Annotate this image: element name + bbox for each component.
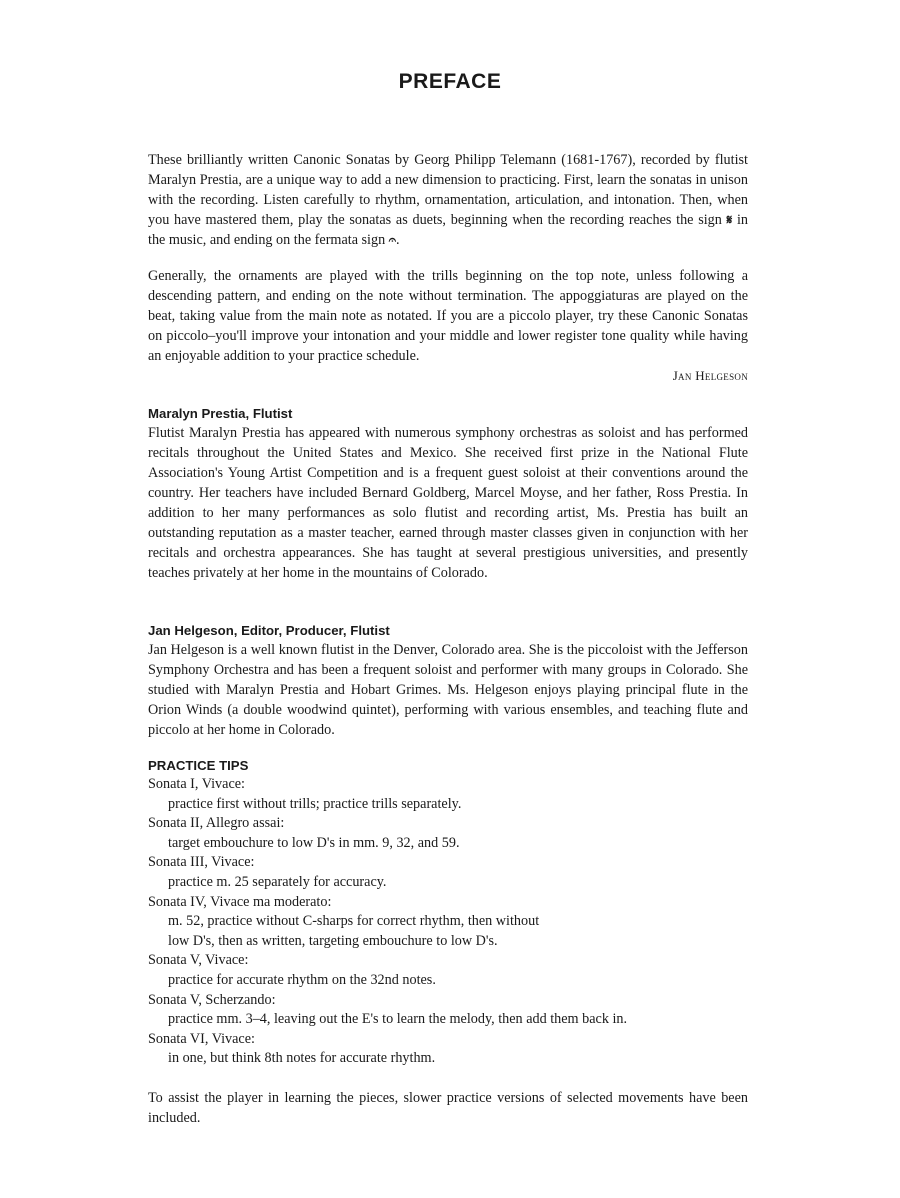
tip-item <box>148 991 748 1030</box>
fermata-icon: 𝄐 <box>388 232 396 247</box>
intro-text-start: These brilliantly written Canonic Sonatas by Georg Philipp Telemann (1681-1767), recorded by flutist Maralyn Prestia, are a unique way to add a new dimension to practicing. First, learn the sonatas in unison with the recording. Listen carefully to rhythm, ornamentation, articulation, and intonation. Then, when you have mastered them, play the sonatas as duets, beginning when the recording reaches the sign <box>148 152 748 228</box>
tip-sonata: Sonata I, Vivace: <box>148 776 245 792</box>
tip-sonata: Sonata II, Allegro assai: <box>148 815 285 832</box>
tip-sonata: Sonata IV, Vivace ma moderato: <box>148 893 332 910</box>
tip-sonata: Sonata V, Scherzando: <box>148 991 276 1008</box>
bio-section-prestia <box>148 405 748 583</box>
practice-tips-heading: PRACTICE TIPS <box>148 758 249 773</box>
segno-icon: 𝄋 <box>726 212 733 227</box>
tip-text: practice mm. 3–4, leaving out the E's to learn the melody, then add them back in. <box>168 1011 628 1028</box>
tip-text: practice m. 25 separately for accuracy. <box>168 873 387 890</box>
practice-tips-list <box>148 775 748 1069</box>
tip-item <box>148 853 748 892</box>
bio-text: Flutist Maralyn Prestia has appeared with numerous symphony orchestras as soloist and has performed recitals throughout the United States and Mexico. She received first prize in the National Flute Association's Young Artist Competition and is a frequent guest soloist at their conventions around the country. Her teachers have included Bernard Goldberg, Marcel Moyse, and her father, Ross Prestia. In addition to her many performances as solo flutist and recording artist, Ms. Prestia has built an outstanding reputation as a master teacher, earned through master classes given in conjunction with her recitals and orchestra appearances. She has taught at several prestigious universities, and presently teaches privately at her home in the mountains of Colorado. <box>148 425 748 581</box>
bio-heading: Maralyn Prestia, Flutist <box>148 406 293 421</box>
tip-sonata: Sonata VI, Vivace: <box>148 1030 255 1047</box>
tip-item <box>148 951 748 990</box>
tip-sonata: Sonata V, Vivace: <box>148 952 249 969</box>
tip-item <box>148 814 748 853</box>
bio-heading: Jan Helgeson, Editor, Producer, Flutist <box>148 623 390 638</box>
bio-section-helgeson <box>148 622 748 740</box>
tip-text: practice first without trills; practice trills separately. <box>168 795 462 812</box>
intro-text-middle: in the music, and ending on the fermata sign <box>148 212 749 248</box>
author-signature: Jan Helgeson <box>672 368 748 383</box>
intro-paragraph-2: Generally, the ornaments are played with the trills beginning on the top note, unless following a descending pattern, and ending on the note without termination. The appoggiaturas are played on the beat, taking value from the main note as notated. If you are a piccolo player, try these Canonic Sonatas on piccolo–you'll improve your intonation and your middle and lower register tone quality while having an enjoyable addition to your practice schedule. <box>148 268 748 364</box>
practice-tips-section <box>148 757 748 1069</box>
tip-text: in one, but think 8th notes for accurate rhythm. <box>168 1050 436 1067</box>
tip-text: m. 52, practice without C-sharps for correct rhythm, then without <box>168 913 540 930</box>
tip-item <box>148 893 748 952</box>
bio-text: Jan Helgeson is a well known flutist in the Denver, Colorado area. She is the piccoloist with the Jefferson Symphony Orchestra and has been a frequent soloist and performer with many groups in Colorado. She studied with Maralyn Prestia and Hobart Grimes. Ms. Helgeson enjoys playing principal flute in the Orion Winds (a double woodwind quintet), performing with various ensembles, and teaching flute and piccolo at her home in Colorado. <box>148 642 748 738</box>
tip-text: low D's, then as written, targeting embouchure to low D's. <box>168 932 498 949</box>
page-title: PREFACE <box>398 70 502 93</box>
tip-item <box>148 1030 748 1069</box>
intro-paragraph-2-block <box>148 266 748 386</box>
intro-text-end: . <box>395 232 400 248</box>
tip-text: practice for accurate rhythm on the 32nd notes. <box>168 971 436 988</box>
preface-page <box>148 0 748 1198</box>
tip-sonata: Sonata III, Vivace: <box>148 854 255 871</box>
tip-text: target embouchure to low D's in mm. 9, 32, and 59. <box>168 834 460 851</box>
tip-item <box>148 775 748 814</box>
intro-paragraph-1 <box>148 150 748 250</box>
closing-paragraph: To assist the player in learning the pieces, slower practice versions of selected movements have been included. <box>148 1090 748 1126</box>
